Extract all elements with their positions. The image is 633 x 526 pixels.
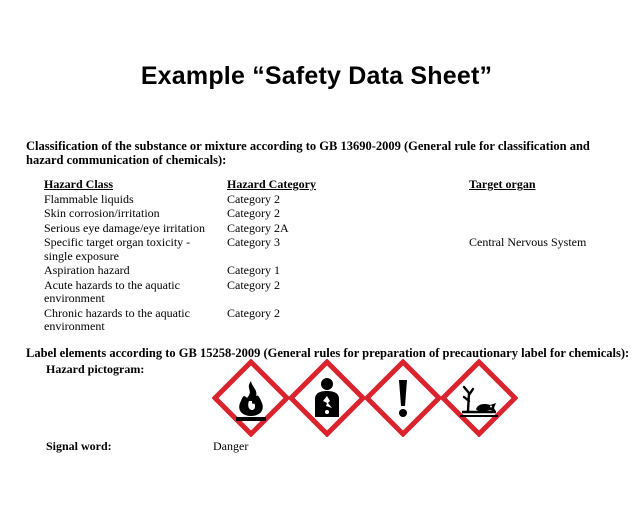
hazard-category-cell: Category 2A <box>227 220 289 235</box>
target-organ-cell <box>469 193 629 208</box>
hazard-class-cell: Chronic hazards to the aquatic environment <box>44 305 190 333</box>
table-row <box>44 193 629 208</box>
hazard-class-cell: Specific target organ toxicity - single exposure <box>44 235 191 263</box>
exclamation-mark-icon <box>364 359 442 437</box>
table-row <box>44 236 629 264</box>
signal-word-label: Signal word: <box>46 439 112 453</box>
table-row <box>44 279 629 307</box>
environment-icon <box>440 359 518 437</box>
target-organ-cell: Central Nervous System <box>469 235 587 249</box>
classification-heading: Classification of the substance or mixture according to GB 13690-2009 (General rule for classification and hazard communication of chemicals): <box>26 139 590 167</box>
table-row <box>44 207 629 222</box>
hazard-class-cell: Serious eye damage/eye irritation <box>44 220 205 235</box>
hazard-category-cell: Category 2 <box>227 191 280 206</box>
hazard-category-cell: Category 1 <box>227 263 280 277</box>
hazard-class-cell: Aspiration hazard <box>44 263 130 277</box>
hazard-category-cell: Category 3 <box>227 235 280 249</box>
target-organ-cell <box>469 222 629 237</box>
target-organ-cell <box>469 207 629 222</box>
signal-word-value: Danger <box>213 439 249 453</box>
target-organ-cell <box>469 307 629 335</box>
header-target-organ: Target organ <box>469 177 536 191</box>
target-organ-cell <box>469 279 629 307</box>
hazard-class-cell: Skin corrosion/irritation <box>44 206 160 220</box>
table-row <box>44 222 629 237</box>
health-hazard-icon <box>288 359 366 437</box>
hazard-pictogram-label: Hazard pictogram: <box>46 362 145 376</box>
hazard-class-cell: Flammable liquids <box>44 191 134 206</box>
table-row <box>44 307 629 335</box>
hazard-category-cell: Category 2 <box>227 277 280 292</box>
hazard-category-cell: Category 2 <box>227 206 280 220</box>
header-hazard-class: Hazard Class <box>44 177 113 191</box>
flame-icon <box>212 359 290 437</box>
page-title: Example “Safety Data Sheet” <box>140 62 493 90</box>
label-elements-heading: Label elements according to GB 15258-2009 (General rules for preparation of precautionary label for chemicals): <box>26 346 630 360</box>
target-organ-cell <box>469 264 629 279</box>
hazard-table-header <box>44 178 629 193</box>
hazard-class-cell: Acute hazards to the aquatic environment <box>44 277 180 305</box>
hazard-category-cell: Category 2 <box>227 305 280 320</box>
hazard-table <box>44 178 629 335</box>
table-row <box>44 264 629 279</box>
header-hazard-category: Hazard Category <box>227 177 316 191</box>
